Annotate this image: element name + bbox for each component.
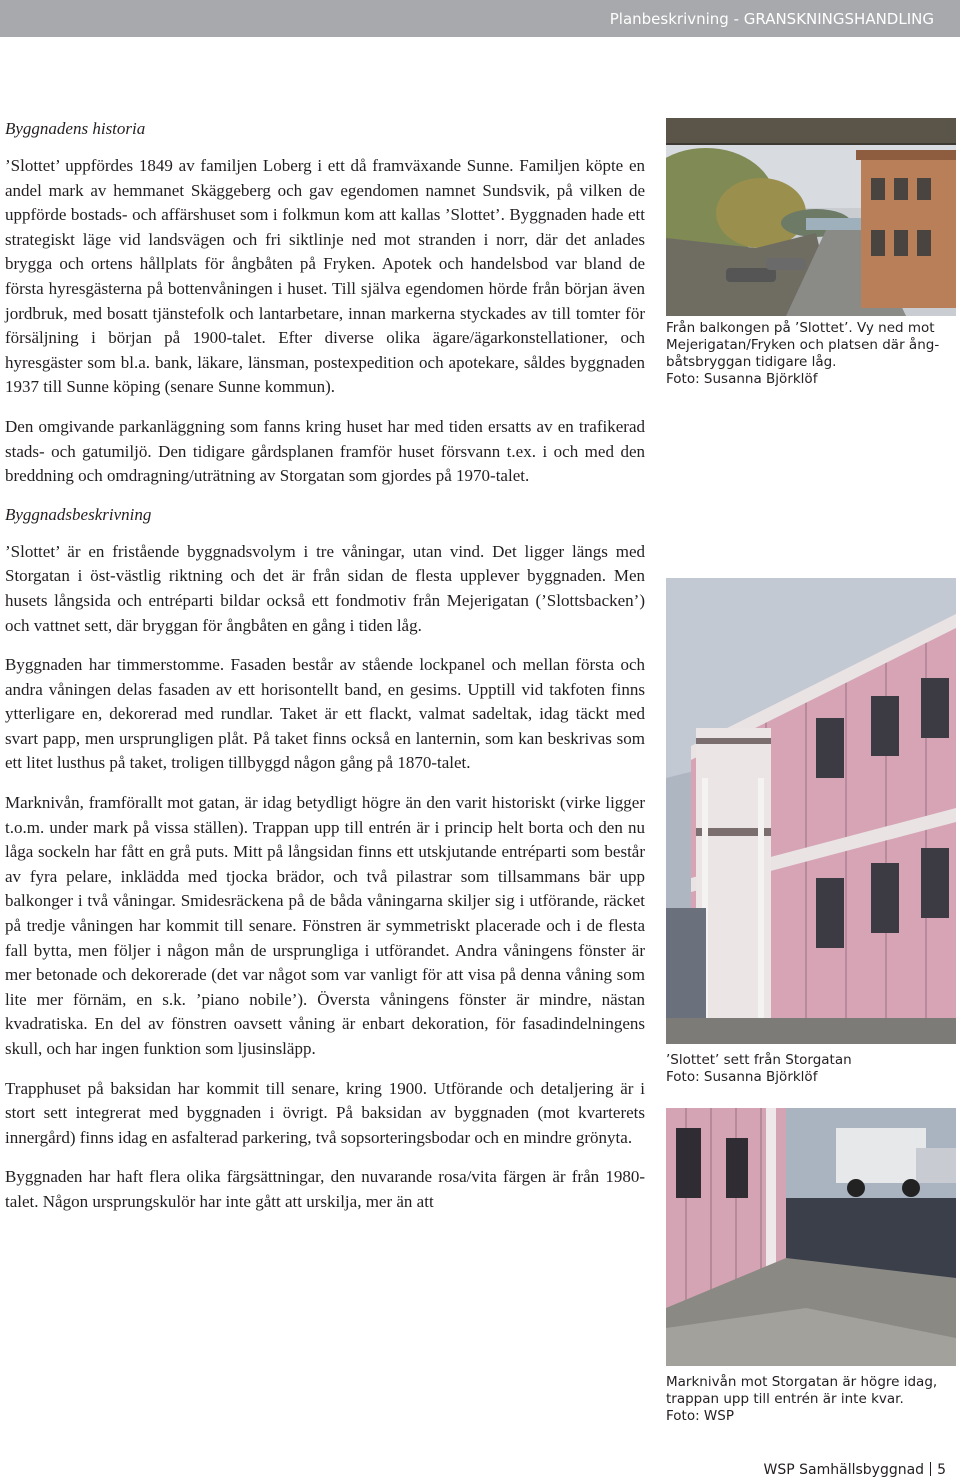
photo-3-caption-line-2: trappan upp till entrén är inte kvar. bbox=[666, 1391, 904, 1407]
photo-1-caption-line-1: Från balkongen på ’Slottet’. Vy ned mot bbox=[666, 320, 935, 336]
history-paragraph-1: ’Slottet’ uppfördes 1849 av familjen Loberg i ett då framväxande Sunne. Familjen köpte en andel mark av hemmanet Skäggeberg och gav egendomen namnet Sundsvik, på vilken de uppförde bostads- och affärshuset som i folkmun kom att kallas ’Slottet’. Byggnaden hade ett strategiskt läge vid landsvägen och fri siktlinje ned mot stranden i norr, där det anlades brygga och ortens hållplats för ångbåten på Fryken. Apotek och handelsbod var bland de första hyresgästerna på bottenvåningen i huset. Till själva egendomen hörde från början även jordbruk, med bosatt tjänstefolk och lantarbetare, innan markerna styckades av till tomter för försäljning i början på 1900-talet. Efter diverse olika ägare/ägarkonstellationer, och hyresgäster som bl.a. bank, läkare, länsman, postexpedition och apotekare, såldes byggnaden 1937 till Sunne köping (senare Sunne kommun). bbox=[5, 156, 645, 397]
section-heading-history: Byggnadens historia bbox=[5, 119, 146, 138]
description-paragraph-2: Byggnaden har timmerstomme. Fasaden består av stående lockpanel och mellan första och andra våningen delas fasaden av ett horisontellt band, en gesims. Upptill vid takfoten finns ytterligare en, dekorerad med rundlar. Taket är ett flackt, valmat sadeltak, idag täckt med svart papp, men ursprungligen plåt. På taket finns också en lanternin, som kan beskrivas som ett litet lusthus på taket, troligen tillbyggd någon gång på 1870-talet. bbox=[5, 655, 645, 773]
section-heading-description: Byggnadsbeskrivning bbox=[5, 504, 152, 524]
photo-2-caption bbox=[666, 1052, 956, 1086]
photo-ground-level-storgatan bbox=[666, 1108, 956, 1366]
description-paragraph-5: Byggnaden har haft flera olika färgsättningar, den nuvarande rosa/vita färgen är från 1980-talet. Någon ursprungskulör har inte gått att urskilja, mer än att bbox=[5, 1167, 645, 1211]
description-paragraph-1: ’Slottet’ är en fristående byggnadsvolym i tre våningar, utan vind. Det ligger längs med Storgatan i öst-västlig riktning och det är från sidan de flesta upplever byggnaden. Men husets långsida och entréparti bildar också ett fondmotiv från Mejerigatan (’Slottsbacken’) och vattnet sett, där bryggan för ångbåten en gång i tiden låg. bbox=[5, 541, 645, 635]
header-title: Planbeskrivning - GRANSKNINGSHANDLING bbox=[609, 9, 934, 28]
photo-3-caption bbox=[666, 1374, 956, 1425]
photo-3-caption-line-1: Marknivån mot Storgatan är högre idag, bbox=[666, 1374, 938, 1390]
page-number: 5 bbox=[937, 1462, 946, 1478]
photo-slottet-storgatan bbox=[666, 578, 956, 1044]
photo-1-caption-line-4: Foto: Susanna Björklöf bbox=[666, 371, 818, 387]
page-header-bar bbox=[0, 0, 960, 37]
history-paragraph-2: Den omgivande parkanläggning som fanns kring huset har med tiden ersatts av en trafikerad stads- och gatumiljö. Den tidigare gårdsplanen framför huset försvann t.ex. i och med den breddning och omdragning/uträtning av Storgatan som gjordes på 1970-talet. bbox=[5, 416, 645, 486]
description-paragraph-4: Trapphuset på baksidan har kommit till senare, kring 1900. Utförande och detaljering är i stort sett integrerat med byggnaden i övrigt. På baksidan av byggnaden (mot kvarterets innergård) finns idag en asfalterad parkering, två sopsorteringsbodar och en mindre grönyta. bbox=[5, 1078, 645, 1147]
footer-company: WSP Samhällsbyggnad bbox=[763, 1462, 925, 1478]
photo-1-caption-line-3: båtsbryggan tidigare låg. bbox=[666, 354, 837, 370]
description-paragraph-3: Marknivån, framförallt mot gatan, är idag betydligt högre än den varit historiskt (virke ligger t.o.m. under mark på vissa ställen). Trappan upp till entrén är i princip helt borta och den nu låga sockeln har fått en grå puts. Mitt på långsidan finns ett utskjutande entréparti som består av fyra pelare, inklädda med tjocka brädor, och två pilastrar som tillsammans bär upp balkonger i två våningar. Smidesräckena på de båda våningarna skiljer sig i utförande, räcket på tredje våningen har kommit till senare. Fönstren är symmetriskt placerade och i de flesta fall bytta, men följer i någon mån de ursprungliga i utförandet. Andra våningens fönster är mer betonade och dekorerade (det var något som var vanligt för att visa på denna våning som lite mer förnäm, en s.k. ’piano nobile’). Översta våningens fönster är mindre, nästan kvadratiska. En del av fönstren oavsett våning är enbart dekoration, för fasadindelningens skull, och har ingen funktion som ljusinsläpp. bbox=[5, 793, 645, 1058]
photo-2-caption-line-1: ’Slottet’ sett från Storgatan bbox=[666, 1052, 852, 1068]
photo-1-caption-line-2: Mejerigatan/Fryken och platsen där ång- bbox=[666, 337, 940, 353]
photo-2-caption-line-2: Foto: Susanna Björklöf bbox=[666, 1069, 818, 1085]
photo-3-caption-line-3: Foto: WSP bbox=[666, 1408, 734, 1424]
main-text-column bbox=[5, 118, 645, 1230]
footer-separator bbox=[930, 1462, 931, 1476]
page-footer bbox=[764, 1462, 946, 1478]
photo-balcony-view bbox=[666, 118, 956, 316]
photo-1-caption bbox=[666, 320, 956, 388]
